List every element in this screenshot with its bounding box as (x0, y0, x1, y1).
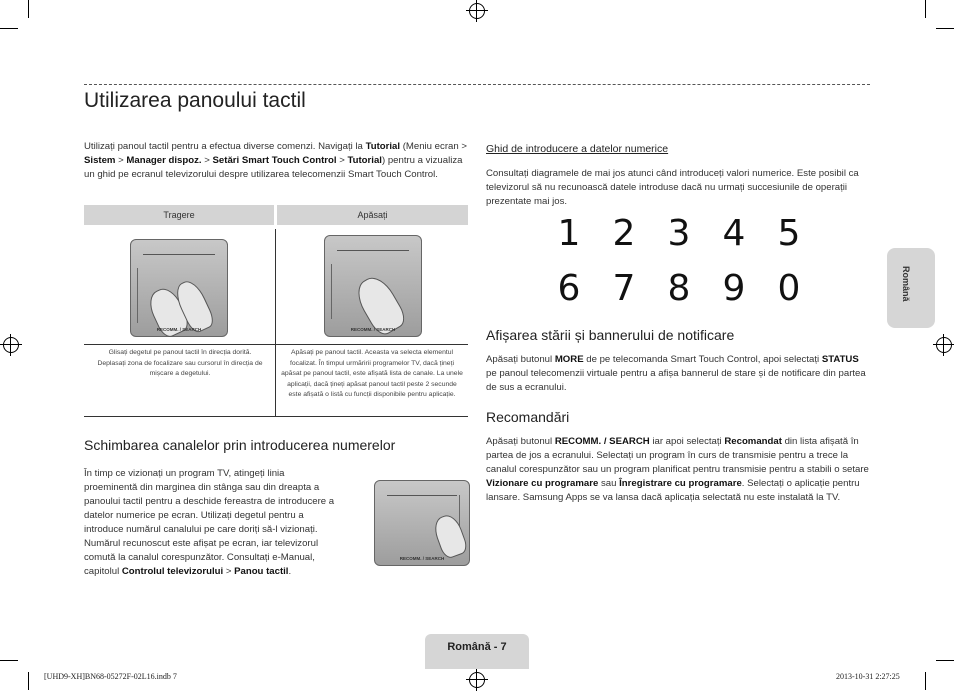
digit-5: 5 (777, 213, 801, 254)
gesture-table (84, 205, 468, 417)
digit-6: 6 (557, 268, 581, 309)
digit-2: 2 (612, 213, 636, 254)
page-number: Română - 7 (425, 634, 529, 669)
recomm-text: sau (598, 478, 620, 489)
separator: > (115, 155, 127, 166)
intro-text: ) pentru a vizualiza un ghid pe ecranul televizorului despre utilizarea telecomenzii Smart Touch Control. (84, 155, 463, 180)
recomm-vizionare: Vizionare cu programare (486, 478, 599, 489)
crop-mark (925, 0, 926, 18)
recomm-text: din lista afișată în partea de jos a ecranului. Selectați un program în curs de transmisie pentru a trece la canalul corespunzător sau un program planificat pentru transmisie pentru a stabili o setare (486, 436, 869, 475)
registration-mark-icon (936, 337, 952, 353)
registration-mark-icon (469, 672, 485, 688)
separator: > (336, 155, 348, 166)
table-divider (84, 416, 468, 417)
digit-0: 0 (777, 268, 801, 309)
channels-ctrl: Controlul televizorului (121, 566, 224, 577)
separator: > (201, 155, 213, 166)
numeric-guide-heading: Ghid de introducere a datelor numerice (486, 143, 669, 155)
language-side-tab (887, 248, 935, 328)
intro-setari: Setări Smart Touch Control (212, 155, 337, 166)
finger-icon (431, 512, 470, 560)
numeric-guide-text: Consultați diagramele de mai jos atunci când introduceți valori numerice. Este posibil ca televizorul să nu recunoască datele introduse dacă nu urmați succesiunile de operații prezentate mai jos. (486, 168, 859, 207)
crop-mark (0, 28, 18, 29)
remote-drag-illustration (130, 239, 228, 337)
status-more: MORE (554, 354, 584, 365)
drag-caption (88, 348, 272, 380)
crop-mark (936, 28, 954, 29)
status-text: pe panoul telecomenzii virtuale pentru a afișa bannerul de stare și de notificare din partea de sus a ecranului. (486, 368, 866, 393)
crop-mark (925, 672, 926, 690)
touchpad-line (143, 254, 215, 255)
recomm-recomandat: Recomandat (724, 436, 782, 447)
crop-mark (28, 0, 29, 18)
status-text: de pe telecomanda Smart Touch Control, apoi selectați (583, 354, 822, 365)
crop-mark (0, 660, 18, 661)
recomm-button-name: RECOMM. / SEARCH (554, 436, 650, 447)
press-caption: Apăsați pe panoul tactil. Aceasta va selecta elementul focalizat. În timpul urmăririi programelor TV, dacă țineți apăsat pe panoul tactil, este afișată lista de canale. La unele aplicații, dacă țineți apăsat panoul tactil peste 2 secunde este afișată o listă cu funcții disponibile pentru aplicație. (281, 349, 463, 398)
crop-mark (936, 660, 954, 661)
status-paragraph (486, 353, 872, 395)
intro-text: (Meniu ecran > (400, 141, 467, 152)
intro-text: Utilizați panoul tactil pentru a efectua diverse comenzi. Navigați la (84, 141, 366, 152)
drag-caption-a: Glisați degetul pe panoul tactil în direcția dorită. (108, 349, 252, 356)
intro-tutorial: Tutorial (347, 155, 382, 166)
touchpad-edge (137, 268, 138, 323)
separator: > (223, 566, 235, 577)
digit-1: 1 (557, 213, 581, 254)
remote-label: RECOMM. / SEARCH (156, 327, 202, 332)
page-title: Utilizarea panoului tactil (84, 89, 306, 112)
touchpad-edge (331, 264, 332, 319)
remote-edge-illustration (374, 480, 470, 566)
col-header-press: Apăsați (277, 205, 468, 225)
header-rule (84, 84, 870, 85)
drag-caption-b: Deplasați zona de focalizare sau cursorul în direcția de mișcare a degetului. (97, 359, 263, 377)
registration-mark-icon (3, 337, 19, 353)
status-text: Apăsați butonul (486, 354, 555, 365)
intro-manager: Manager dispoz. (126, 155, 202, 166)
footer-file-info: [UHD9-XH]BN68-05272F-02L16.indb 7 (44, 672, 177, 681)
touchpad-line (387, 495, 457, 496)
crop-mark (28, 672, 29, 690)
digit-3: 3 (667, 213, 691, 254)
remote-label: RECOMM. / SEARCH (350, 327, 396, 332)
table-divider (275, 229, 276, 417)
remote-press-illustration (324, 235, 422, 337)
recomm-heading: Recomandări (486, 409, 570, 425)
footer-timestamp: 2013-10-31 ‌2:27:25 (836, 672, 900, 681)
language-side-label: Română (901, 266, 911, 302)
digit-4: 4 (722, 213, 746, 254)
table-divider (84, 344, 468, 345)
channels-panou: Panou tactil (234, 566, 289, 577)
channels-paragraph (84, 467, 339, 579)
digit-9: 9 (722, 268, 746, 309)
channels-end: . (288, 566, 292, 577)
digit-8: 8 (667, 268, 691, 309)
touchpad-line (337, 250, 409, 251)
recomm-inregistrare: Înregistrare cu programare (619, 478, 742, 489)
intro-sistem: Sistem (84, 155, 116, 166)
recomm-text: Apăsați butonul (486, 436, 555, 447)
recomm-paragraph (486, 435, 872, 505)
intro-tutorial: Tutorial (365, 141, 401, 152)
status-status: STATUS (821, 354, 859, 365)
col-header-drag: Tragere (84, 205, 274, 225)
channels-heading: Schimbarea canalelor prin introducerea numerelor (84, 437, 396, 453)
digit-7: 7 (612, 268, 636, 309)
recomm-text: iar apoi selectați (649, 436, 725, 447)
status-heading: Afișarea stării și bannerului de notificare (486, 327, 735, 343)
remote-label: RECOMM. / SEARCH (399, 556, 445, 561)
channels-text: În timp ce vizionați un program TV, atingeți linia proeminentă din marginea din stânga sau din dreapta a panoului tactil pentru a deschide fereastra de introducere a datelor numerice pe ecran. Utilizați degetul pentru a introduce numărul canalului pe care doriți să-l vizionați. Numărul recunoscut este afișat pe ecran, iar televizorul comută la canalul corespunzător. Consultați e-Manual, capitolul (84, 468, 335, 577)
recomm-text: . Selectați o aplicație pentru lansare. Samsung Apps se va lansa dacă aplicația selectată nu este instalată la TV. (486, 478, 860, 503)
registration-mark-icon (469, 3, 485, 19)
intro-paragraph (84, 140, 468, 182)
